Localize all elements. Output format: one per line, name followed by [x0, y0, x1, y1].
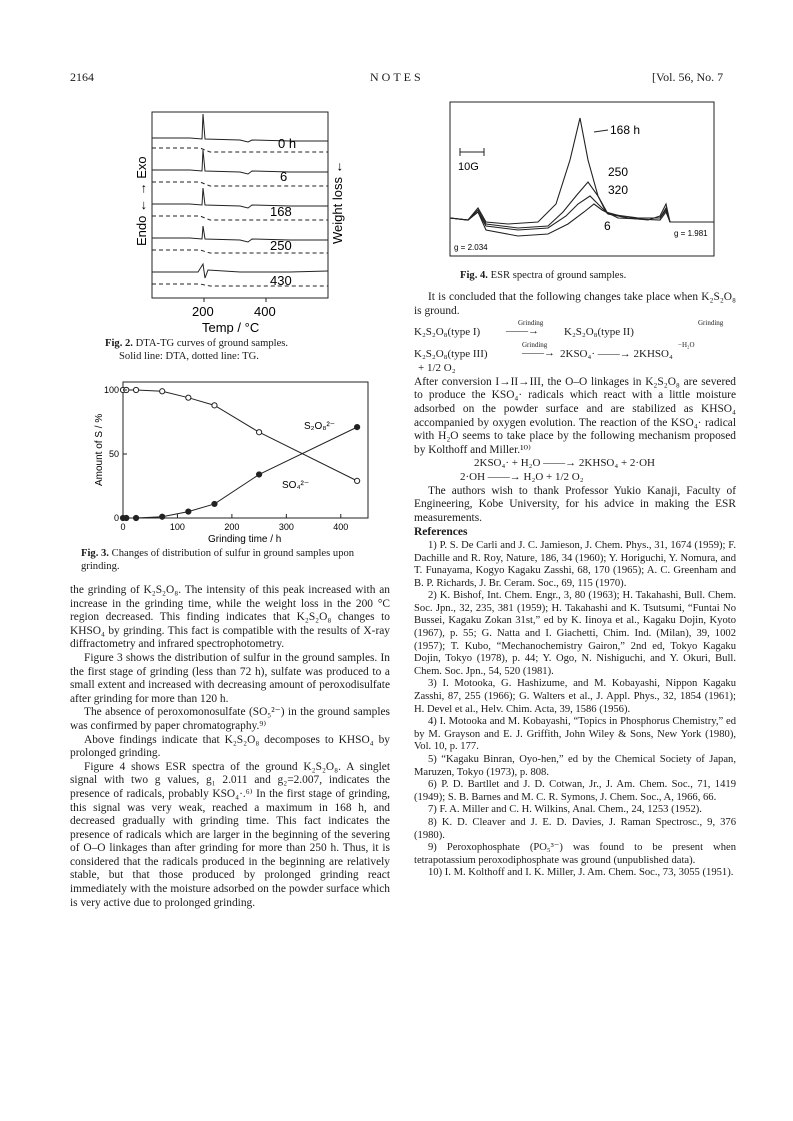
- fig3-label-s2o8: S₂O₈²⁻: [304, 421, 336, 432]
- fig3-ytick-label-0: 0: [113, 513, 119, 523]
- fig3-point-1-2: [133, 515, 138, 520]
- fig2-xtick-200: 200: [192, 304, 214, 319]
- right-body: [414, 291, 736, 880]
- eq2-arrow-label2: −H₂O: [678, 341, 695, 350]
- fig2-tg-0h: [152, 148, 328, 152]
- figure-3: [88, 376, 378, 548]
- fig3-frame: [123, 382, 368, 518]
- eq1-left: K₂S₂O₈(type I): [414, 326, 481, 339]
- left-para-2: Figure 3 shows the distribution of sulfur in the ground samples. In the first stage of grinding (less than 72 h), sulfate was produced to a small extent and increased with decreasing amount of peroxodisulfate after grinding for more than 120 h.: [70, 651, 390, 705]
- eq2-arrow-label: Grinding: [522, 341, 548, 350]
- figure-4: [448, 100, 718, 260]
- fig2-tg-168: [152, 216, 328, 220]
- fig2-tg-250: [152, 250, 328, 253]
- fig4-svg: [448, 100, 718, 260]
- right-intro: It is concluded that the following changes take place when K₂S₂O₈ is ground.: [414, 291, 736, 317]
- eq1-arrow-label: Grinding: [518, 319, 544, 328]
- fig4-curve-168h: [450, 118, 714, 224]
- reference-5: 5) “Kagaku Binran, Oyo-hen,” ed by the Chemical Society of Japan, Maruzen, Tokyo (1973), p. 808.: [414, 754, 736, 778]
- fig3-svg: [88, 376, 378, 548]
- fig3-caption-label: Fig. 3.: [81, 548, 109, 559]
- fig3-caption: [81, 548, 391, 573]
- left-para-4: Above findings indicate that K₂S₂O₈ decomposes to KHSO₄ by prolonged grinding.: [70, 733, 390, 760]
- fig3-ytick-label-2: 100: [103, 385, 119, 395]
- fig4-curve-250: [450, 182, 714, 228]
- fig3-point-0-3: [160, 389, 165, 394]
- fig2-xlabel: Temp / °C: [202, 320, 260, 334]
- fig4-label-168h: 168 h: [610, 123, 641, 137]
- references-heading: References: [414, 526, 468, 539]
- fig4-caption-text: ESR spectra of ground samples.: [490, 270, 627, 281]
- fig3-point-0-7: [355, 478, 360, 483]
- left-body: [70, 584, 390, 910]
- fig3-point-0-5: [212, 403, 217, 408]
- fig3-xtick-label-1: 100: [169, 522, 185, 532]
- left-para-3: The absence of peroxomonosulfate (SO₅²⁻) in the ground samples was confirmed by paper chromatography.⁹⁾: [70, 706, 390, 732]
- left-para-1: the grinding of K₂S₂O₈. The intensity of this peak increased with an increase in the grinding time, while the weight loss in the 200 °C region decreased. This finding indicates that K₂S₂O₈ changes to KHSO₄ by grinding. This fact is compatible with the results of X-ray diffractometry and infrared spectrophotometry.: [70, 584, 390, 651]
- fig3-series-line-0: [123, 390, 357, 481]
- fig4-label-250: 250: [608, 165, 629, 179]
- reference-1: 1) P. S. De Carli and J. C. Jamieson, J. Chem. Phys., 31, 1674 (1959); F. Dachille and R. Roy, Nature, 186, 34 (1960); Y. Horiguchi, Y. Nomura, and T. Funayama, Kogyo Kagaku Zasshi, 68, 170 (1965); A. C. Greenham and B. P. Richards, J. Br. Ceram. Soc., 69, 115 (1970).: [414, 539, 736, 589]
- left-para-5: Figure 4 shows ESR spectra of the ground K₂S₂O₈. A singlet signal with two g values, g₁ 2.011 and g₂=2.007, indicates the presence of radicals, probably KSO₄·.⁶⁾ In the first stage of grinding, this signal was very weak, reached a maximum in 168 h, and decreased gradually with grinding time. This fact indicates the presence of radicals which are larger in the beginning of the severing of O–O linkages than after grinding for more than 250 h. Thus, it is considered that the radicals produced in the beginning are relatively stable, but that those produced by prolonged grinding react immediately with the moisture adsorbed on the powder surface which is very active due to prolonged grinding.: [70, 760, 390, 909]
- reference-9: 9) Peroxophosphate (PO₅³⁻) was found to be present when tetrapotassium peroxodiphosphate was ground (unpublished data).: [414, 842, 736, 866]
- fig3-series-line-1: [123, 427, 357, 518]
- eq2-left: K₂S₂O₈(type III): [414, 348, 488, 361]
- fig4-label-6: 6: [604, 219, 611, 233]
- fig3-ylabel: Amount of S / %: [94, 413, 105, 486]
- fig2-xtick-400: 400: [254, 304, 276, 319]
- fig2-label-250: 250: [270, 238, 292, 253]
- fig3-xtick-label-2: 200: [224, 522, 240, 532]
- fig2-caption-line2: Solid line: DTA, dotted line: TG.: [119, 350, 259, 362]
- mechanism-1: 2KSO₄· + H₂O ——→ 2KHSO₄ + 2·OH: [474, 457, 655, 470]
- fig4-caption: [460, 270, 720, 283]
- fig3-caption-text: Changes of distribution of sulfur in ground samples upon grinding.: [81, 548, 355, 572]
- fig3-point-1-6: [257, 472, 262, 477]
- reference-7: 7) F. A. Miller and C. H. Wilkins, Anal. Chem., 24, 1253 (1952).: [428, 804, 702, 816]
- fig4-label-320: 320: [608, 183, 629, 197]
- fig3-point-0-4: [186, 395, 191, 400]
- fig2-caption-label: Fig. 2.: [105, 338, 133, 349]
- volume-info: [Vol. 56, No. 7: [652, 70, 724, 84]
- page-number: 2164: [70, 70, 94, 84]
- reference-8: 8) K. D. Cleaver and J. E. D. Davies, J. Raman Spectrosc., 9, 376 (1980).: [414, 816, 736, 841]
- reference-2: 2) K. Bishof, Int. Chem. Engr., 3, 80 (1963); H. Takahashi, Bull. Chem. Soc. Jpn., 32, 235, 381 (1959); H. Takahashi and K. Tsutsumi, “Funtai No Bussei, Kagaku Zokan 31st,” ed by K. Iinoya et al., Kagaku Dojin, Kyoto (1967), p. 55; G. Natta and I. Giachetti, Chim. Ind. (Milan), 39, 1002 (1957); T. Kubo, “Mechanochemistry Gairon,” 2nd ed, Tokyo Kagaku Dojin, Tokyo (1978), p. 44; Y. Ogo, N. Nishiguchi, and Y. Okuri, Bull. Chem. Soc. Jpn., 54, 520 (1981).: [414, 590, 736, 677]
- reference-6: 6) P. D. Bartllet and J. D. Cotwan, Jr., J. Am. Chem. Soc., 71, 1419 (1949); S. B. Barnes and M. C. R. Symons, J. Chem. Soc., A, 1966, 66.: [414, 779, 736, 803]
- fig2-dta-250: [152, 226, 328, 242]
- fig4-g-left: g = 2.034: [454, 243, 488, 252]
- reference-4: 4) I. Motooka and M. Kobayashi, “Topics in Phosphorus Chemistry,” ed by M. Grayson and E. J. Griffith, John Wiley & Sons, New York (1980), Vol. 10, p. 177.: [414, 716, 736, 753]
- fig4-caption-label: Fig. 4.: [460, 270, 488, 281]
- fig3-ytick-label-1: 50: [108, 449, 119, 459]
- eq1-right: K₂S₂O₈(type II): [564, 326, 634, 339]
- fig3-point-0-2: [133, 387, 138, 392]
- running-title: NOTES: [370, 70, 424, 84]
- fig3-xtick-label-3: 300: [278, 522, 294, 532]
- eq1-arrow2-label: Grinding: [698, 319, 724, 328]
- eq2-right: 2KSO₄· ——→ 2KHSO₄: [560, 348, 673, 361]
- fig2-label-430: 430: [270, 273, 292, 288]
- figure-2: [130, 104, 345, 334]
- reference-3: 3) I. Motooka, G. Hashizume, and M. Kobayashi, Nippon Kagaku Zasshi, 87, 255 (1966); G. Walters et al., J. Appl. Phys., 32, 1854 (1961); H. Devel et al., Helv. Chim. Acta, 39, 1586 (1956).: [414, 678, 736, 715]
- fig4-scale-label: 10G: [458, 161, 479, 173]
- fig2-svg: [130, 104, 345, 334]
- fig2-label-0h: 0 h: [278, 136, 297, 151]
- fig2-caption-text: DTA-TG curves of ground samples.: [135, 338, 289, 349]
- fig2-ylabel-right: Weight loss ←: [330, 160, 345, 244]
- fig2-dta-6: [152, 150, 328, 174]
- fig2-label-168: 168: [270, 204, 292, 219]
- fig3-point-1-3: [160, 514, 165, 519]
- fig3-xtick-label-0: 0: [120, 522, 126, 532]
- fig2-dta-168: [152, 188, 328, 208]
- fig3-point-1-5: [212, 501, 217, 506]
- fig2-tg-6: [152, 182, 328, 186]
- right-para-1: After conversion I→II→III, the O–O linkages in K₂S₂O₈ are severed to produce the KSO₄· radicals which react with a little moisture adsorbed on the powder surface and are stabilized as KHSO₄ accompanied by oxygen evolution. The reaction of the KSO₄· radical with H₂O seems to take place by the following mechanism proposed by Kolthoff and Miller.¹⁰⁾: [414, 375, 736, 456]
- fig4-g-right: g = 1.981: [674, 229, 708, 238]
- fig2-ylabel-left: Endo ← → Exo: [134, 156, 149, 246]
- acknowledgment: The authors wish to thank Professor Yukio Kanaji, Faculty of Engineering, Kobe University, for his advice in making the ESR measurements.: [414, 484, 736, 524]
- fig2-dta-0h: [152, 114, 328, 142]
- fig3-xlabel: Grinding time / h: [208, 534, 282, 545]
- fig2-dta-430: [152, 264, 328, 278]
- fig2-caption: [105, 338, 395, 363]
- fig2-tg-430: [152, 284, 328, 286]
- fig3-label-so4: SO₄²⁻: [282, 480, 310, 491]
- reference-10: 10) I. M. Kolthoff and I. K. Miller, J. Am. Chem. Soc., 73, 3055 (1951).: [428, 867, 734, 879]
- fig3-point-1-4: [186, 509, 191, 514]
- eq2-tail: + 1/2 O₂: [418, 362, 456, 375]
- mechanism-2: 2·OH ——→ H₂O + 1/2 O₂: [460, 470, 584, 483]
- equation-2: Grinding −H₂O K₂S₂O₈(type III) ——→ 2KSO₄· ——→ 2KHSO₄: [414, 341, 695, 361]
- fig3-xtick-label-4: 400: [333, 522, 349, 532]
- equation-1: K₂S₂O₈(type I) Grinding ——→ K₂S₂O₈(type II) Grinding: [414, 319, 724, 339]
- fig3-point-1-7: [355, 425, 360, 430]
- fig3-point-0-6: [257, 430, 262, 435]
- fig2-label-6: 6: [280, 169, 288, 184]
